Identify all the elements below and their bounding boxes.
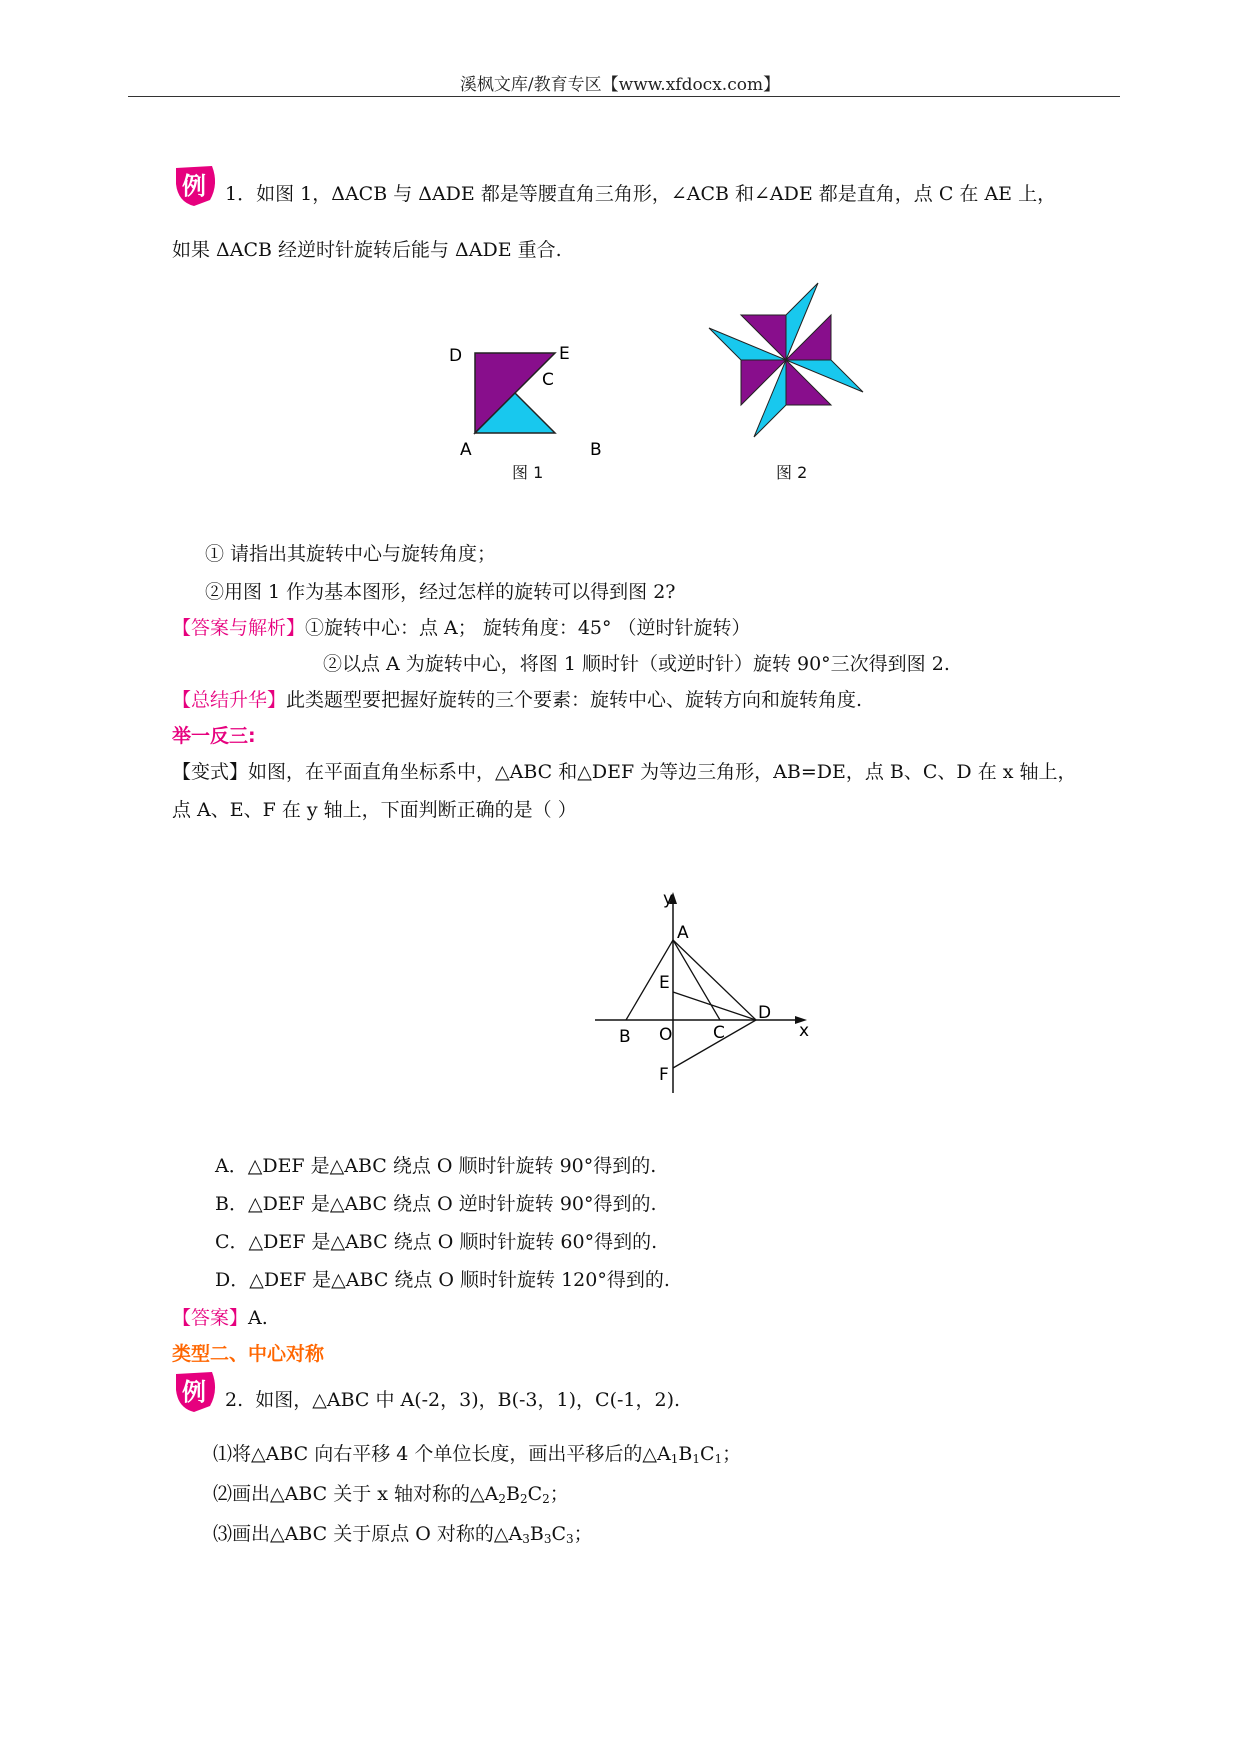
figure2-caption: 图 2 bbox=[776, 463, 808, 482]
answer2-text: A. bbox=[248, 1307, 268, 1329]
section2-title: 类型二、中心对称 bbox=[172, 1343, 325, 1365]
task-1-c: C bbox=[699, 1443, 715, 1465]
task-3-sub-a: 3 bbox=[522, 1532, 530, 1546]
task-1 bbox=[213, 1440, 741, 1473]
label-C: C bbox=[542, 370, 554, 390]
task-1-text: ⑴将△ABC 向右平移 4 个单位长度，画出平移后的△A bbox=[213, 1443, 671, 1465]
example2-badge-icon bbox=[172, 1370, 220, 1414]
task-2-sub-a: 2 bbox=[498, 1492, 506, 1506]
task-1-end: ； bbox=[722, 1443, 742, 1465]
option-b: B．△DEF 是△ABC 绕点 O 逆时针旋转 90°得到的. bbox=[215, 1193, 657, 1215]
axis-label-y: y bbox=[663, 889, 674, 909]
label-E: E bbox=[559, 344, 570, 364]
task-1-sub-c: 1 bbox=[714, 1452, 723, 1466]
example1-line1 bbox=[225, 180, 1056, 208]
label-A: A bbox=[460, 440, 472, 460]
summary-tag: 【总结升华】 bbox=[172, 689, 287, 711]
summary-text: 此类题型要把握好旋转的三个要素：旋转中心、旋转方向和旋转角度. bbox=[286, 689, 863, 711]
example1-text1: 如图 1，ΔACB 与 ΔADE 都是等腰直角三角形，∠ACB 和∠ADE 都是直角，点 C 在 AE 上， bbox=[256, 183, 1057, 205]
question-2: ②用图 1 作为基本图形，经过怎样的旋转可以得到图 2? bbox=[205, 581, 676, 603]
label-B: B bbox=[590, 440, 602, 460]
answer2-line bbox=[172, 1304, 268, 1332]
page-header: 溪枫文库/教育专区【www.xfdocx.com】 bbox=[459, 75, 781, 95]
point-label-C: C bbox=[713, 1023, 725, 1043]
task-3-b: B bbox=[529, 1523, 544, 1545]
question-1: ① 请指出其旋转中心与旋转角度； bbox=[205, 543, 497, 565]
example2-line bbox=[225, 1386, 680, 1414]
task-2-b: B bbox=[506, 1483, 520, 1505]
task-3-sub-c: 3 bbox=[566, 1532, 574, 1546]
answer1-part2: ②以点 A 为旋转中心，将图 1 顺时针（或逆时针）旋转 90°三次得到图 2. bbox=[323, 653, 950, 675]
svg-text:例: 例 bbox=[182, 172, 206, 200]
segment-ad bbox=[673, 940, 756, 1020]
example1-number: 1． bbox=[225, 183, 257, 205]
point-label-F: F bbox=[659, 1065, 669, 1085]
practice-title: 举一反三: bbox=[172, 725, 256, 747]
task-2-c: C bbox=[527, 1483, 543, 1505]
answer1-line1 bbox=[172, 614, 751, 642]
point-label-A: A bbox=[677, 923, 689, 943]
axis-label-x: x bbox=[799, 1021, 810, 1041]
task-2-text: ⑵画出△ABC 关于 x 轴对称的△A bbox=[213, 1483, 499, 1505]
task-3 bbox=[213, 1520, 593, 1553]
task-1-sub-b: 1 bbox=[692, 1452, 700, 1466]
option-d: D．△DEF 是△ABC 绕点 O 顺时针旋转 120°得到的. bbox=[215, 1269, 670, 1291]
example1-line2: 如果 ΔACB 经逆时针旋转后能与 ΔADE 重合. bbox=[172, 239, 562, 261]
answer2-tag: 【答案】 bbox=[172, 1307, 249, 1329]
task-1-sub-a: 1 bbox=[670, 1452, 679, 1466]
task-3-c: C bbox=[551, 1523, 567, 1545]
label-D: D bbox=[449, 346, 463, 366]
figure3-coordinate-diagram bbox=[595, 888, 815, 1098]
point-label-E: E bbox=[659, 973, 670, 993]
option-c: C．△DEF 是△ABC 绕点 O 顺时针旋转 60°得到的. bbox=[215, 1231, 658, 1253]
practice-text1: 如图，在平面直角坐标系中，△ABC 和△DEF 为等边三角形，AB=DE，点 B、C、D 在 x 轴上， bbox=[248, 761, 1077, 783]
header-divider bbox=[128, 96, 1120, 97]
task-2-sub-b: 2 bbox=[519, 1492, 528, 1506]
option-a: A．△DEF 是△ABC 绕点 O 顺时针旋转 90°得到的. bbox=[215, 1155, 657, 1177]
answer1-tag: 【答案与解析】 bbox=[172, 617, 306, 639]
practice-line2: 点 A、E、F 在 y 轴上，下面判断正确的是（ ） bbox=[172, 799, 577, 821]
answer1-part1: ①旋转中心：点 A； 旋转角度：45° （逆时针旋转） bbox=[305, 617, 751, 639]
example2-text: 如图，△ABC 中 A(-2，3)，B(-3，1)，C(-1，2). bbox=[255, 1389, 681, 1411]
example2-number: 2. bbox=[225, 1389, 244, 1411]
task-2-sub-c: 2 bbox=[542, 1492, 550, 1506]
task-2 bbox=[213, 1480, 569, 1513]
task-1-b: B bbox=[678, 1443, 693, 1465]
practice-line1 bbox=[172, 758, 1077, 786]
figure1-caption: 图 1 bbox=[512, 463, 544, 482]
task-3-text: ⑶画出△ABC 关于原点 O 对称的△A bbox=[213, 1523, 523, 1545]
task-3-end: ； bbox=[573, 1523, 593, 1545]
svg-text:例: 例 bbox=[182, 1378, 206, 1406]
practice-tag: 【变式】 bbox=[172, 761, 249, 783]
point-label-D: D bbox=[758, 1003, 772, 1023]
figure2-pinwheel bbox=[695, 270, 875, 450]
point-label-O: O bbox=[659, 1025, 673, 1045]
summary-line bbox=[172, 686, 862, 714]
point-label-B: B bbox=[619, 1027, 631, 1047]
task-3-sub-b: 3 bbox=[543, 1532, 552, 1546]
task-2-end: ； bbox=[549, 1483, 569, 1505]
example-badge-icon bbox=[172, 164, 220, 208]
